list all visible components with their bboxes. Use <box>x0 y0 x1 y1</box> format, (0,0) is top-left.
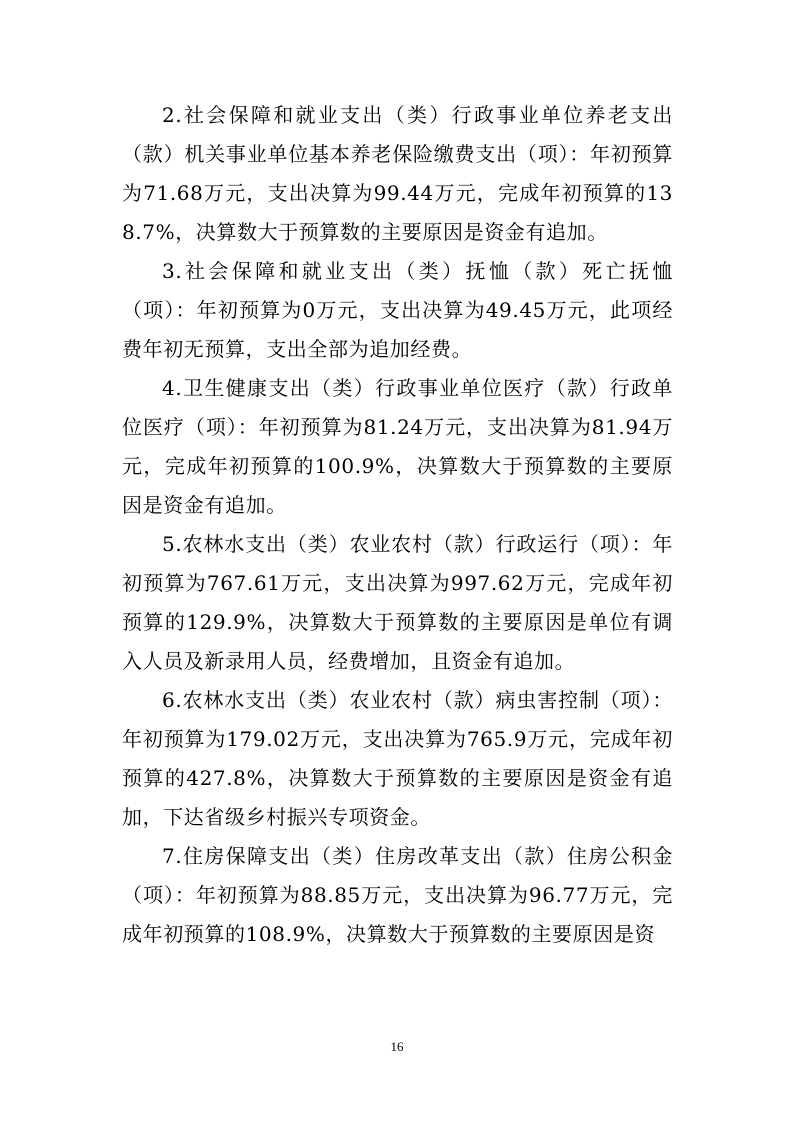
paragraph-item-5: 5.农林水支出（类）农业农村（款）行政运行（项）：年初预算为767.61万元，支出决算为997.62万元，完成年初预算的129.9%，决算数大于预算数的主要原因是单位有调入人员及新录用人员，经费增加，且资金有追加。 <box>122 532 673 673</box>
page-number: 16 <box>390 1039 404 1054</box>
document-body <box>122 96 673 954</box>
paragraph-item-7: 7.住房保障支出（类）住房改革支出（款）住房公积金（项）：年初预算为88.85万元，支出决算为96.77万元，完成年初预算的108.9%，决算数大于预算数的主要原因是资 <box>122 844 673 946</box>
paragraph-item-3: 3.社会保障和就业支出（类）抚恤（款）死亡抚恤（项）：年初预算为0万元，支出决算为49.45万元，此项经费年初无预算，支出全部为追加经费。 <box>122 259 673 361</box>
paragraph-item-2: 2.社会保障和就业支出（类）行政事业单位养老支出（款）机关事业单位基本养老保险缴费支出（项）：年初预算为71.68万元，支出决算为99.44万元，完成年初预算的138.7%，决算数大于预算数的主要原因是资金有追加。 <box>122 103 673 244</box>
paragraph-item-4: 4.卫生健康支出（类）行政事业单位医疗（款）行政单位医疗（项）：年初预算为81.24万元，支出决算为81.94万元，完成年初预算的100.9%，决算数大于预算数的主要原因是资金有追加。 <box>122 376 673 517</box>
paragraph-item-6: 6.农林水支出（类）农业农村（款）病虫害控制（项）：年初预算为179.02万元，支出决算为765.9万元，完成年初预算的427.8%，决算数大于预算数的主要原因是资金有追加，下达省级乡村振兴专项资金。 <box>122 688 673 829</box>
